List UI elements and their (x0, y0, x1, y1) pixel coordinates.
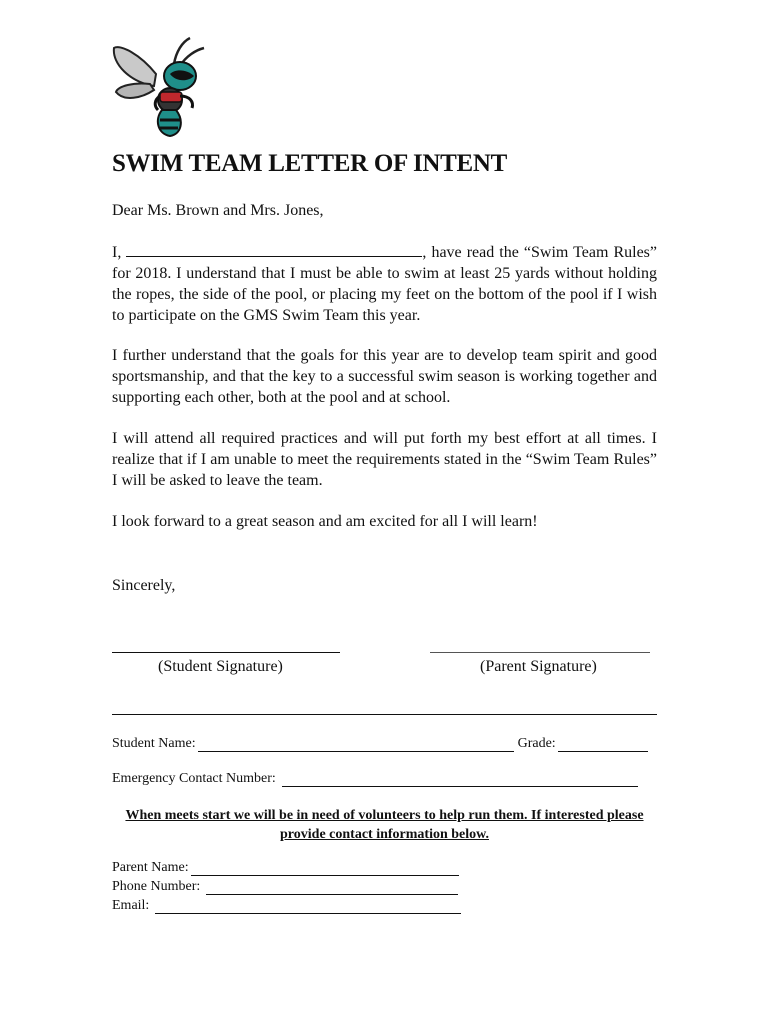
parent-name-row (112, 860, 459, 876)
section-divider (112, 714, 657, 715)
parent-name-field[interactable] (191, 862, 459, 876)
parent-name-label: Parent Name: (112, 860, 189, 875)
email-field[interactable] (155, 900, 461, 914)
intent-text: , have read the “Swim Team Rules” for 2018. I understand that I must be able to swim at least 25 yards without holding the ropes, the side of the pool, or placing my feet on the bottom of the pool if I wish to participate on the GMS Swim Team this year. (112, 244, 658, 324)
greeting: Dear Ms. Brown and Mrs. Jones, (112, 202, 324, 219)
closing-paragraph: I look forward to a great season and am excited for all I will learn! (112, 513, 538, 530)
goals-paragraph: I further understand that the goals for this year are to develop team spirit and good sportsmanship, and that the key to a successful swim season is working together and supporting each other, both at the pool and at school. (112, 347, 657, 406)
hornet-mascot-logo (110, 34, 210, 138)
email-label: Email: (112, 898, 150, 913)
volunteer-notice: When meets start we will be in need of volunteers to help run them. If interested please provide contact information below. (125, 808, 644, 842)
student-info-row (112, 736, 648, 752)
grade-label: Grade: (517, 736, 556, 751)
student-name-blank[interactable] (126, 242, 422, 257)
parent-signature-line[interactable] (430, 652, 650, 653)
student-signature-label: (Student Signature) (158, 658, 283, 675)
emergency-row (112, 771, 638, 787)
intent-prefix: I, (112, 244, 122, 261)
student-name-field[interactable] (198, 738, 514, 752)
student-signature-line[interactable] (112, 652, 340, 653)
phone-label: Phone Number: (112, 879, 201, 894)
student-name-label: Student Name: (112, 736, 196, 751)
practice-paragraph: I will attend all required practices and will put forth my best effort at all times. I realize that if I am unable to meet the requirements stated in the “Swim Team Rules” I will be asked to leave the team. (112, 430, 657, 489)
parent-signature-label: (Parent Signature) (480, 658, 597, 675)
grade-field[interactable] (558, 738, 648, 752)
emergency-field[interactable] (282, 773, 638, 787)
emergency-label: Emergency Contact Number: (112, 771, 276, 786)
phone-row (112, 879, 458, 895)
email-row (112, 898, 461, 914)
page-title: SWIM TEAM LETTER OF INTENT (112, 150, 508, 177)
phone-field[interactable] (206, 881, 458, 895)
intent-paragraph (112, 242, 657, 326)
sincerely: Sincerely, (112, 577, 176, 594)
